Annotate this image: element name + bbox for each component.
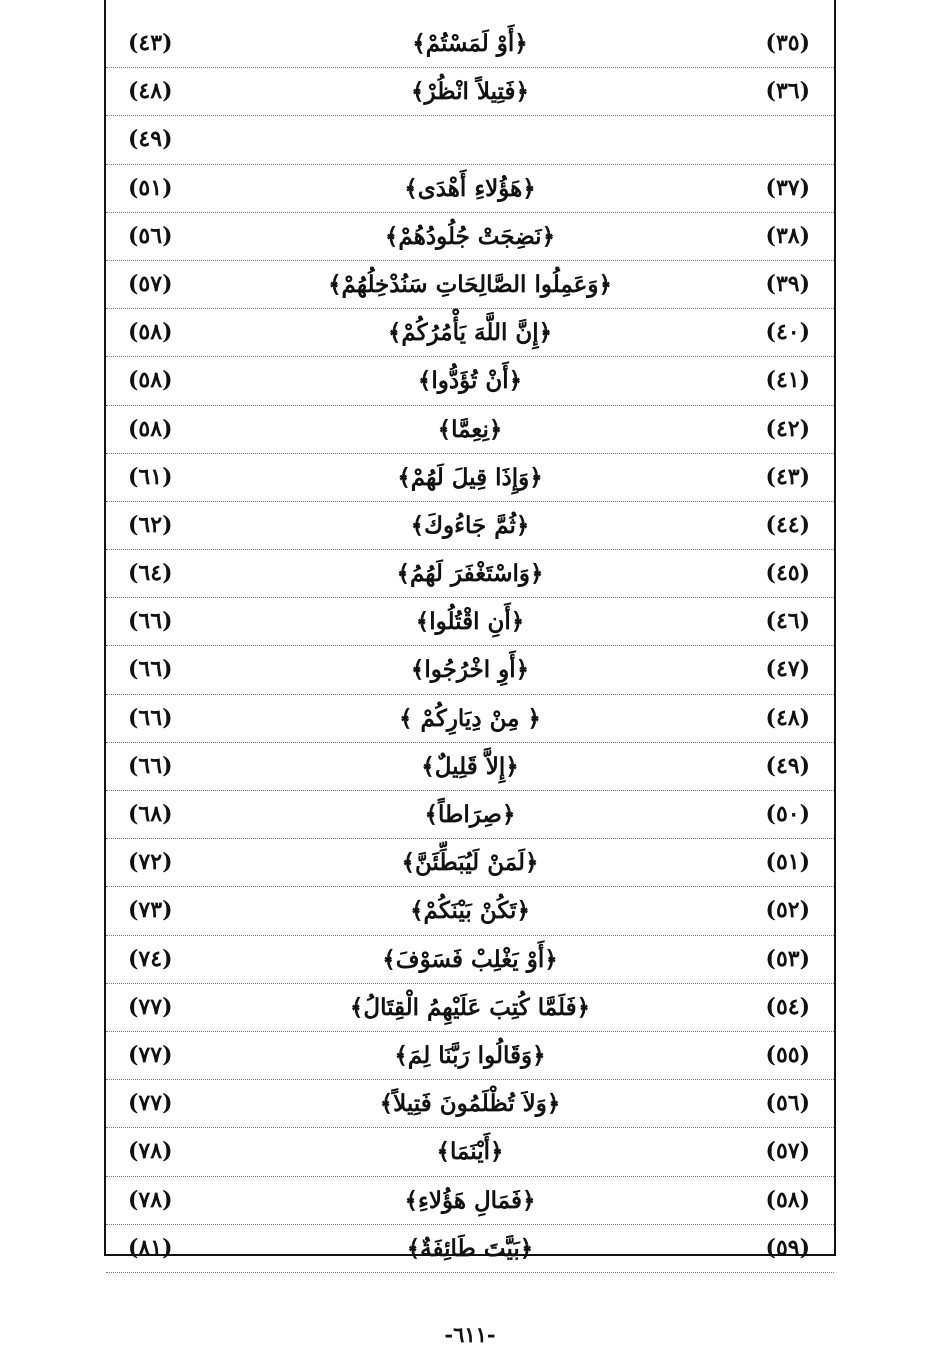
entry-number: (٥٧) [765, 1138, 810, 1165]
table-row [106, 1032, 834, 1080]
table-row [106, 887, 834, 935]
table-row [106, 984, 834, 1032]
quran-phrase: ﴿ثُمَّ جَاءُوكَ﴾ [410, 511, 530, 539]
table-row [106, 406, 834, 454]
verse-reference: (٧٧) [128, 993, 173, 1020]
quran-phrase: ﴿وَقَالُوا رَبَّنَا لِمَ﴾ [394, 1041, 546, 1069]
table-row [106, 1080, 834, 1128]
entry-number: (٤٦) [765, 608, 810, 635]
verse-reference: (٦٢) [128, 511, 173, 538]
quran-phrase: ﴿إِنَّ اللَّهَ يَأْمُرُكُمْ﴾ [387, 319, 553, 347]
quran-phrase: ﴿نِعِمَّا﴾ [437, 415, 503, 443]
quran-phrase: ﴿فَمَالِ هَؤُلاءِ﴾ [404, 1186, 536, 1214]
verse-reference: (٥٧) [128, 270, 173, 297]
table-row [106, 1177, 834, 1225]
entry-number: (٥٠) [765, 801, 810, 827]
quran-phrase: ﴿أَنِ اقْتُلُوا﴾ [415, 608, 525, 636]
table-row [106, 165, 834, 213]
entry-number: (٤٣) [765, 463, 810, 490]
quran-phrase: ﴿أَوْ يَغْلِبْ فَسَوْفَ﴾ [382, 945, 558, 973]
quran-phrase: ﴿فَتِيلاً انْظُرْ﴾ [411, 78, 529, 106]
entry-number: (٣٦) [765, 78, 810, 105]
verse-reference: (٧٧) [128, 1090, 173, 1117]
entry-number: (٥١) [765, 849, 810, 876]
quran-phrase: ﴿أَوْ لَمَسْتُمْ﴾ [412, 30, 528, 57]
quran-phrase: ﴿تَكُنْ بَيْنَكُمْ﴾ [410, 897, 530, 925]
table-row [106, 936, 834, 984]
verse-reference: (٦٦) [128, 704, 173, 731]
table-row [106, 213, 834, 261]
quran-phrase: ﴿وَلاَ تُظْلَمُونَ فَتِيلاً﴾ [379, 1090, 561, 1118]
table-frame [104, 0, 836, 1262]
entry-number: (٥٥) [765, 1041, 810, 1068]
quran-phrase [256, 116, 684, 163]
table-row [106, 550, 834, 598]
entry-number: (٥٢) [765, 897, 810, 924]
quran-phrase: ﴿لَمَنْ لَيُبَطِّئَنَّ﴾ [401, 849, 539, 877]
verse-reference: (٥٨) [128, 319, 173, 346]
verse-reference: (٦٨) [128, 801, 173, 827]
verse-reference: (٥١) [128, 174, 173, 201]
quran-phrase: ﴿ مِنْ دِيَارِكُمْ ﴾ [399, 704, 541, 732]
table-row [106, 309, 834, 357]
table-row [106, 357, 834, 405]
entry-number: (٤٩) [765, 752, 810, 779]
verse-reference: (٥٦) [128, 222, 173, 249]
verse-reference: (٥٨) [128, 415, 173, 442]
table-row [106, 261, 834, 309]
verse-reference: (٦٦) [128, 608, 173, 635]
rows-container [106, 20, 834, 1273]
entry-number: (٥٨) [765, 1186, 810, 1213]
quran-phrase: ﴿صِرَاطاً﴾ [424, 801, 516, 828]
quran-phrase: ﴿أَيْنَمَا﴾ [436, 1138, 504, 1166]
entry-number: (٤٤) [765, 511, 810, 538]
entry-number: (٤٥) [765, 560, 810, 587]
entry-number: (٣٥) [765, 30, 810, 56]
verse-reference: (٦٤) [128, 560, 173, 587]
verse-reference: (٤٨) [128, 78, 173, 105]
verse-reference: (٦٦) [128, 656, 173, 683]
verse-reference: (٧٧) [128, 1041, 173, 1068]
verse-reference: (٧٢) [128, 849, 173, 876]
entry-number: (٥٤) [765, 993, 810, 1020]
verse-reference: (٦٦) [128, 752, 173, 779]
entry-number: (٥٩) [765, 1234, 810, 1261]
entry-number: (٣٨) [765, 222, 810, 249]
table-row [106, 1225, 834, 1273]
table-row [106, 68, 834, 116]
verse-reference: (٧٣) [128, 897, 173, 924]
table-row [106, 598, 834, 646]
entry-number: (٤٧) [765, 656, 810, 683]
quran-phrase: ﴿أَوِ اخْرُجُوا﴾ [410, 656, 530, 684]
verse-reference: (٧٨) [128, 1138, 173, 1165]
entry-number [710, 116, 810, 163]
verse-reference: (٨١) [128, 1234, 173, 1261]
verse-reference: (٥٨) [128, 367, 173, 394]
verse-reference: (٤٩) [128, 126, 173, 153]
entry-number: (٤٢) [765, 415, 810, 442]
entry-number: (٣٧) [765, 174, 810, 201]
entry-number: (٥٣) [765, 945, 810, 972]
table-row [106, 454, 834, 502]
table-row [106, 743, 834, 791]
page-number: -٦١١- [444, 1322, 496, 1347]
table-row [106, 839, 834, 887]
quran-phrase: ﴿وَإِذَا قِيلَ لَهُمْ﴾ [397, 463, 543, 491]
quran-phrase: ﴿إِلاَّ قَلِيلٌ﴾ [421, 752, 519, 780]
table-row [106, 646, 834, 694]
table-row [106, 20, 834, 68]
table-row [106, 791, 834, 839]
entry-number: (٤١) [765, 367, 810, 394]
quran-phrase: ﴿وَعَمِلُوا الصَّالِحَاتِ سَنُدْخِلُهُمْ﴾ [328, 270, 612, 298]
verse-reference: (٧٨) [128, 1186, 173, 1213]
quran-phrase: ﴿فَلَمَّا كُتِبَ عَلَيْهِمُ الْقِتَالُ﴾ [349, 993, 591, 1021]
quran-phrase: ﴿أَنْ تُؤَدُّوا﴾ [417, 367, 523, 395]
entry-number: (٥٦) [765, 1090, 810, 1117]
entry-number: (٣٩) [765, 270, 810, 297]
entry-number: (٤٨) [765, 704, 810, 731]
table-row [106, 1128, 834, 1176]
verse-reference: (٧٤) [128, 945, 173, 972]
quran-phrase: ﴿بَيَّتَ طَائِفَةٌ﴾ [406, 1234, 534, 1262]
verse-reference: (٤٣) [128, 30, 173, 56]
quran-phrase: ﴿نَضِجَتْ جُلُودُهُمْ﴾ [384, 222, 556, 250]
quran-phrase: ﴿وَاسْتَغْفَرَ لَهُمُ﴾ [396, 560, 544, 588]
entry-number: (٤٠) [765, 319, 810, 346]
verse-reference: (٦١) [128, 463, 173, 490]
table-row [106, 695, 834, 743]
table-row [106, 116, 834, 164]
table-row [106, 502, 834, 550]
quran-phrase: ﴿هَؤُلاءِ أَهْدَى﴾ [404, 174, 536, 202]
